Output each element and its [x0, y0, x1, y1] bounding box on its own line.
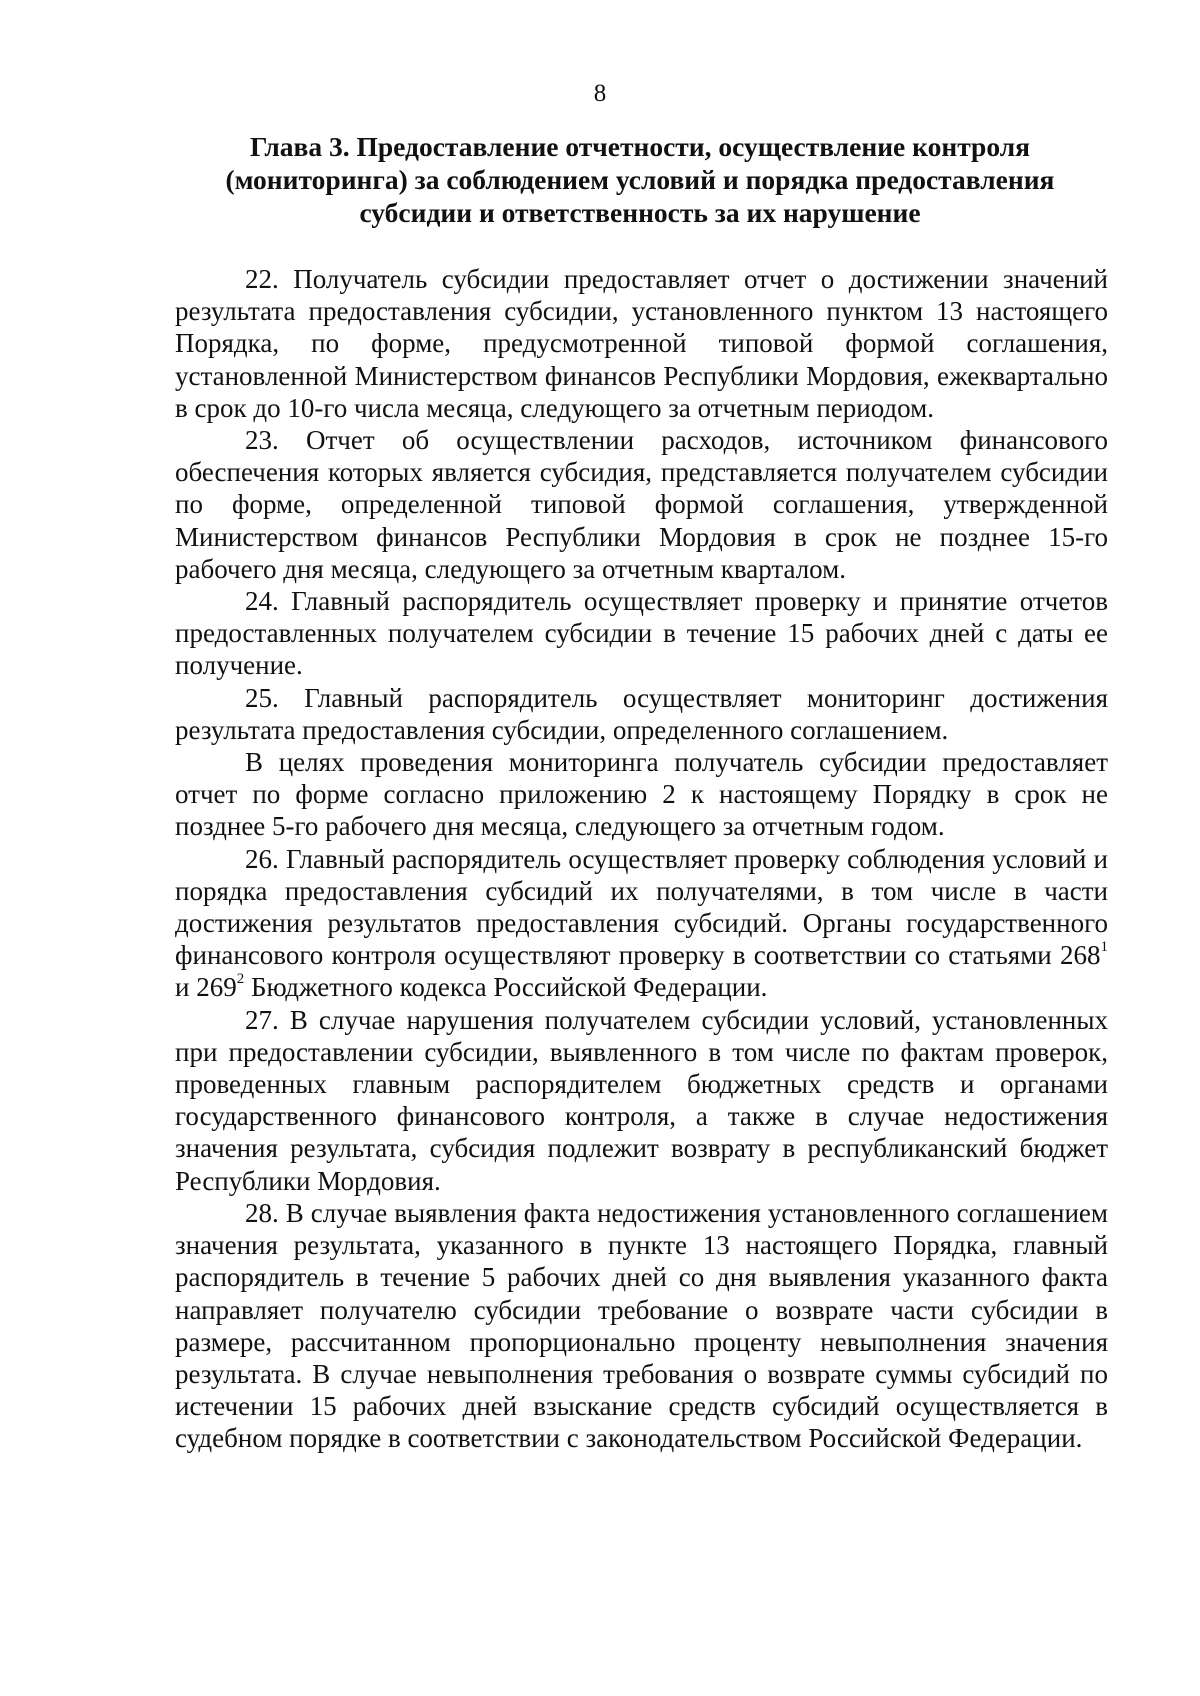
paragraph-23: 23. Отчет об осуществлении расходов, источником финансового обеспечения которых является субсидия, представляется получателем субсидии по форме, определенной типовой формой соглашения, утвержденной Министерством финансов Республики Мордовия в срок не позднее 15-го рабочего дня месяца, следующего за отчетным кварталом.: [175, 425, 1108, 584]
article-superscript-2: 2: [236, 971, 245, 988]
paragraph-25-monitoring: В целях проведения мониторинга получатель субсидии предоставляет отчет по форме согласно приложению 2 к настоящему Порядку в срок не позднее 5-го рабочего дня месяца, следующего за отчетным годом.: [175, 747, 1108, 842]
paragraph-28: 28. В случае выявления факта недостижения установленного соглашением значения результата, указанного в пункте 13 настоящего Порядка, главный распорядитель в течение 5 рабочих дней со дня выявления указанного факта направляет получателю субсидии требование о возврате части субсидии в размере, рассчитанном пропорционально проценту невыполнения значения результата. В случае невыполнения требования о возврате суммы субсидий по истечении 15 рабочих дней взыскание средств субсидий осуществляется в судебном порядке в соответствии с законодательством Российской Федерации.: [175, 1197, 1108, 1454]
paragraph-22: 22. Получатель субсидии предоставляет отчет о достижении значений результата предоставления субсидии, установленного пунктом 13 настоящего Порядка, по форме, предусмотренной типовой формой соглашения, установленной Министерством финансов Республики Мордовия, ежеквартально в срок до 10-го числа месяца, следующего за отчетным периодом.: [175, 264, 1108, 423]
page-number: 8: [593, 80, 607, 107]
paragraph-27: 27. В случае нарушения получателем субсидии условий, установленных при предоставлении субсидии, выявленного в том числе по фактам проверок, проведенных главным распорядителем бюджетных средств и органами государственного финансового контроля, а также в случае недостижения значения результата, субсидия подлежит возврату в республиканский бюджет Республики Мордовия.: [175, 1004, 1108, 1196]
paragraph-26-text-before: 26. Главный распорядитель осуществляет проверку соблюдения условий и порядка предоставления субсидий их получателями, в том числе в части достижения результатов предоставления субсидий. Органы государственного финансового контроля осуществляют проверку в соответствии со статьями 268: [175, 843, 1108, 971]
paragraph-26-text-after: Бюджетного кодекса Российской Федерации.: [244, 972, 768, 1003]
article-superscript-1: 1: [1100, 939, 1108, 956]
paragraph-26-text-middle: и 269: [175, 972, 237, 1003]
chapter-title: Глава 3. Предоставление отчетности, осуществление контроля (мониторинга) за соблюдением условий и порядка предоставления субсидии и ответственность за их нарушение: [225, 131, 1055, 228]
paragraph-25: 25. Главный распорядитель осуществляет мониторинг достижения результата предоставления субсидии, определенного соглашением.: [175, 682, 1108, 745]
paragraph-24: 24. Главный распорядитель осуществляет проверку и принятие отчетов предоставленных получателем субсидии в течение 15 рабочих дней с даты ее получение.: [175, 586, 1108, 681]
document-body: [175, 263, 1108, 1455]
paragraph-26: [175, 843, 1108, 1004]
